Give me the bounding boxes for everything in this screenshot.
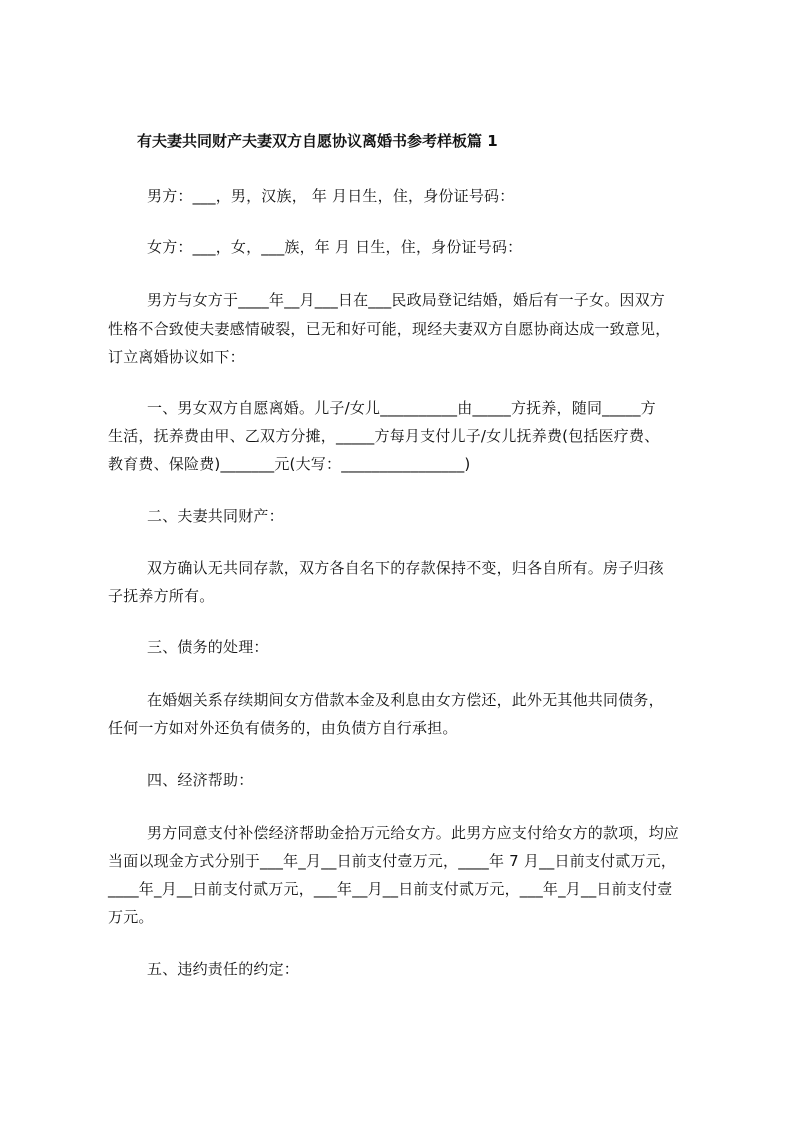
clause1-line-3: 教育费、保险费)_______元(大写：________________) bbox=[108, 455, 471, 473]
clause1-line-1: 一、男女双方自愿离婚。儿子/女儿__________由_____方抚养，随同_____方 bbox=[147, 399, 656, 417]
clause4-line-4: 万元。 bbox=[108, 908, 154, 926]
heading-breach-liability: 五、违约责任的约定： bbox=[147, 960, 300, 978]
clause1-line-2: 生活，抚养费由甲、乙双方分摊，_____方每月支付儿子/女儿抚养费(包括医疗费、 bbox=[108, 427, 660, 445]
clause3-line-2: 任何一方如对外还负有债务的，由负债方自行承担。 bbox=[108, 719, 458, 737]
clause3-line-1: 在婚姻关系存续期间女方借款本金及利息由女方偿还，此外无其他共同债务， bbox=[147, 691, 664, 709]
intro-line-2: 性格不合致使夫妻感情破裂，已无和好可能，现经夫妻双方自愿协商达成一致意见， bbox=[108, 320, 671, 338]
wife-info-line: 女方：___，女，___族，年 月 日生，住，身份证号码： bbox=[147, 238, 523, 256]
heading-joint-property: 二、夫妻共同财产： bbox=[147, 507, 284, 525]
document-title: 有夫妻共同财产夫妻双方自愿协议离婚书参考样板篇 1 bbox=[137, 132, 498, 150]
clause2-line-2: 子抚养方所有。 bbox=[108, 587, 215, 605]
clause4-line-3: ____年_月__日前支付贰万元，___年__月__日前支付贰万元，___年_月__日前支付壹 bbox=[108, 880, 673, 898]
clause4-line-1: 男方同意支付补偿经济帮助金拾万元给女方。此男方应支付给女方的款项，均应 bbox=[147, 824, 680, 842]
intro-line-1: 男方与女方于____年__月___日在___民政局登记结婚，婚后有一子女。因双方 bbox=[147, 291, 666, 309]
heading-economic-help: 四、经济帮助： bbox=[147, 771, 254, 789]
heading-debts: 三、债务的处理： bbox=[147, 638, 269, 656]
intro-line-3: 订立离婚协议如下： bbox=[108, 348, 245, 366]
husband-info-line: 男方：___，男，汉族， 年 月日生，住，身份证号码： bbox=[147, 187, 515, 205]
clause4-line-2: 当面以现金方式分别于___年_月__日前支付壹万元，____年 7 月__日前支付贰万元， bbox=[108, 852, 677, 870]
clause2-line-1: 双方确认无共同存款，双方各自名下的存款保持不变，归各自所有。房子归孩 bbox=[147, 559, 664, 577]
